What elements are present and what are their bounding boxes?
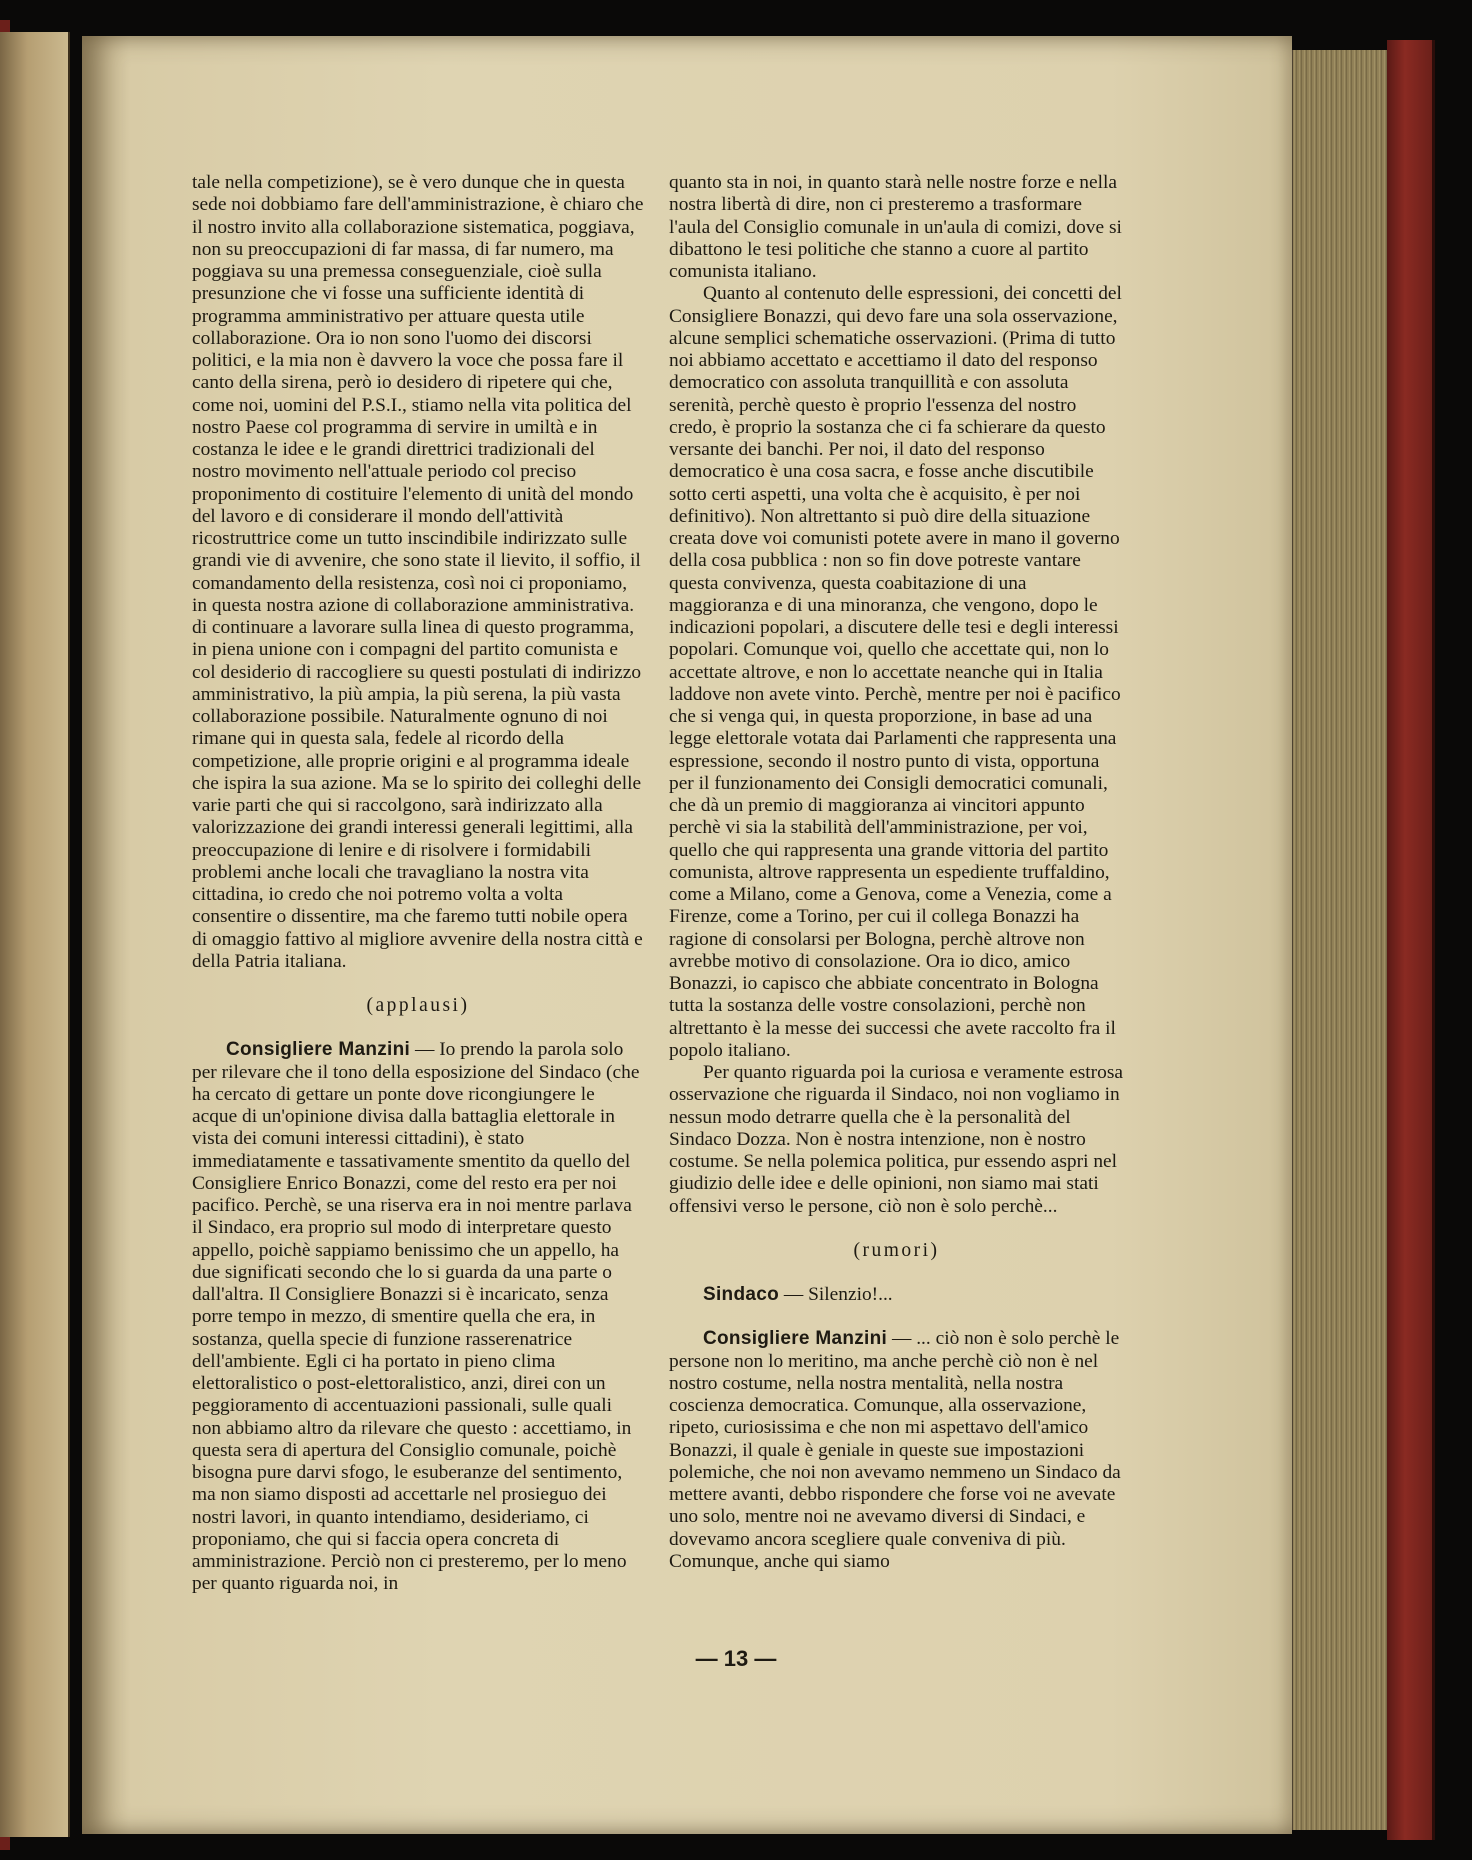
speech-paragraph [669, 1328, 1124, 1573]
speech-paragraph [669, 1284, 1124, 1306]
paragraph: Quanto al contenuto delle espressioni, dei concetti del Consigliere Bonazzi, qui devo fare una sola osservazione, alcune semplici schematiche osservazioni. (Prima di tutto noi abbiamo accettato e accettiamo il dato del responso democratico con assoluta tranquillità e con assoluta serenità, perchè questo è proprio l'essenza del nostro credo, è proprio la sostanza che ci fa schierare da questo versante dei banchi. Per noi, il dato del responso democratico è una cosa sacra, e fosse anche discutibile sotto certi aspetti, una volta che è acquisito, è per noi definitivo). Non altrettanto si può dire della situazione creata dove voi comunisti potete avere in mano il governo della cosa pubblica : non so fin dove potreste vantare questa convivenza, questa coabitazione di una maggioranza e di una minoranza, che vengono, dopo le indicazioni popolari, a discutere delle tesi e degli interessi popolari. Comunque voi, quello che accettate qui, non lo accettate altrove, e non lo accettate neanche qui in Italia laddove non avete vinto. Perchè, mentre per noi è pacifico che si venga qui, in questa proporzione, in base ad una legge elettorale votata dai Parlamenti che rappresenta una espressione, secondo il nostro punto di vista, opportuna per il funzionamento dei Consigli democratici comunali, che dà un premio di maggioranza ai vincitori appunto perchè vi sia la stabilità dell'amministrazione, per voi, quello che qui rappresenta una grande vittoria del partito comunista, altrove rappresenta un espediente truffaldino, come a Milano, come a Genova, come a Venezia, come a Firenze, come a Torino, per cui il collega Bonazzi ha ragione di consolarsi per Bologna, perchè altrove non avrebbe motivo di consolazione. Ora io dico, amico Bonazzi, io capisco che abbiate concentrato in Bologna tutta la sostanza delle vostre consolazioni, perchè non altrettanto è la messe dei successi che avete raccolto fra il popolo italiano. [669, 283, 1122, 1061]
right-book-cover [1387, 40, 1435, 1840]
speaker-name: Sindaco [703, 1284, 780, 1305]
applause-note: (applausi) [366, 995, 470, 1016]
speaker-name: Consigliere Manzini [226, 1039, 411, 1061]
paragraph: Per quanto riguarda poi la curiosa e veramente estrosa osservazione che riguarda il Sindaco, noi non vogliamo in nessun modo detrarre quella che è la personalità del Sindaco Dozza. Non è nostra intenzione, non è nostro costume. Se nella polemica politica, pur essendo aspri nel giudizio delle idee e delle opinioni, non siamo mai stati offensivi verso le persone, ciò non è solo perchè... [669, 1062, 1123, 1217]
paragraph: quanto sta in noi, in quanto starà nelle nostre forze e nella nostra libertà di dire, non ci presteremo a trasformare l'aula del Consiglio comunale in un'aula di comizi, dove si dibattono le tesi politiche che stanno a cuore al partito comunista italiano. [669, 172, 1122, 282]
speaker-name: Consigliere Manzini [703, 1328, 888, 1350]
paragraph: tale nella competizione), se è vero dunque che in questa sede noi dobbiamo fare dell'amministrazione, è chiaro che il nostro invito alla collaborazione sistematica, poggiava, non su preoccupazioni di far massa, di far numero, ma poggiava su una premessa conseguenziale, cioè sulla presunzione che vi fosse una sufficiente identità di programma amministrativo per attuare questa utile collaborazione. Ora io non sono l'uomo dei discorsi politici, e la mia non è davvero la voce che possa fare il canto della sirena, però io desidero di ripetere qui che, come noi, uomini del P.S.I., stiamo nella vita politica del nostro Paese col programma di servire in umiltà e in costanza le idee e le grandi direttrici tradizionali del nostro movimento nell'attuale periodo col preciso proponimento di costituire l'elemento di unità del mondo del lavoro e di considerare il mondo dell'attività ricostruttrice come un tutto inscindibile indirizzato sulle grandi vie di avvenire, che sono state il lievito, il soffio, il comandamento della resistenza, così noi ci proponiamo, in questa nostra azione di collaborazione amministrativa. di continuare a lavorare sulla linea di questo programma, in piena unione con i compagni del partito comunista e col desiderio di raccogliere su questi postulati di indirizzo amministrativo, la più ampia, la più serena, la più vasta collaborazione possibile. Naturalmente ognuno di noi rimane qui in questa sala, fedele al ricordo della competizione, alle proprie origini e al programma ideale che ispira la sua azione. Ma se lo spirito dei colleghi delle varie parti che qui si raccolgono, sarà indirizzato alla valorizzazione dei grandi interessi generali legittimi, alla preoccupazione di lenire e di risolvere i formidabili problemi anche locali che travagliano la nostra vita cittadina, io credo che noi potremo volta a volta consentire o dissentire, ma che faremo tutti nobile opera di omaggio fattivo al migliore avvenire della nostra città e della Patria italiana. [192, 172, 644, 972]
page-number: — 13 — [695, 1646, 777, 1671]
page-stack-edges [1292, 50, 1388, 1830]
noise-note: (rumori) [853, 1239, 940, 1261]
left-page-edge [0, 32, 70, 1837]
speech-text: — Io prendo la parola solo per rilevare che il tono della esposizione del Sindaco (che ha cercato di gettare un ponte dove ricongiungere le acque di un'opinione divisa dalla battaglia elettorale in vista dei comuni interessi cittadini), è stato immediatamente e tassativamente smentito da quello del Consigliere Enrico Bonazzi, come del resto era per noi pacifico. Perchè, se una riserva era in noi mentre parlava il Sindaco, era proprio sul modo di interpretare questo appello, poichè sappiamo benissimo che un appello, ha due significati secondo che lo si guarda da una parte o dall'altra. Il Consigliere Bonazzi si è incaricato, senza porre tempo in mezzo, di smentire quella che era, in sostanza, quella specie di funzione rasserenatrice dell'ambiente. Egli ci ha portato in pieno clima elettoralistico o post-elettoralistico, anzi, direi con un peggioramento di accentuazioni passionali, sulle quali non abbiamo altro da rilevare che questo : accettiamo, in questa sera di apertura del Consiglio comunale, poichè bisogna pure darvi sfogo, le esuberanze del sentimento, ma non siamo disposti ad accettarle nel prosieguo dei nostri lavori, in quanto intendiamo, desideriamo, ci proponiamo, che qui si faccia opera concreta di amministrazione. Perciò non ci presteremo, per lo meno per quanto riguarda noi, in [192, 1039, 640, 1595]
right-column [669, 172, 1124, 1573]
left-column [192, 172, 644, 1596]
speech-paragraph [192, 1039, 644, 1595]
speech-text: — ... ciò non è solo perchè le persone non lo meritino, ma anche perchè ciò non è nel nostro costume, nella nostra mentalità, nella nostra coscienza democratica. Comunque, alla osservazione, ripeto, curiosissima e che non mi aspettavo dell'amico Bonazzi, il quale è geniale in queste sue impostazioni polemiche, che noi non avevamo nemmeno un Sindaco da mettere avanti, debbo rispondere che forse voi ne avevate uno solo, mentre noi ne avevamo diversi di Sindaci, e dovevamo ancora scegliere quale conveniva di più. Comunque, anche qui siamo [669, 1328, 1121, 1572]
speech-text: — Silenzio!... [779, 1284, 893, 1305]
